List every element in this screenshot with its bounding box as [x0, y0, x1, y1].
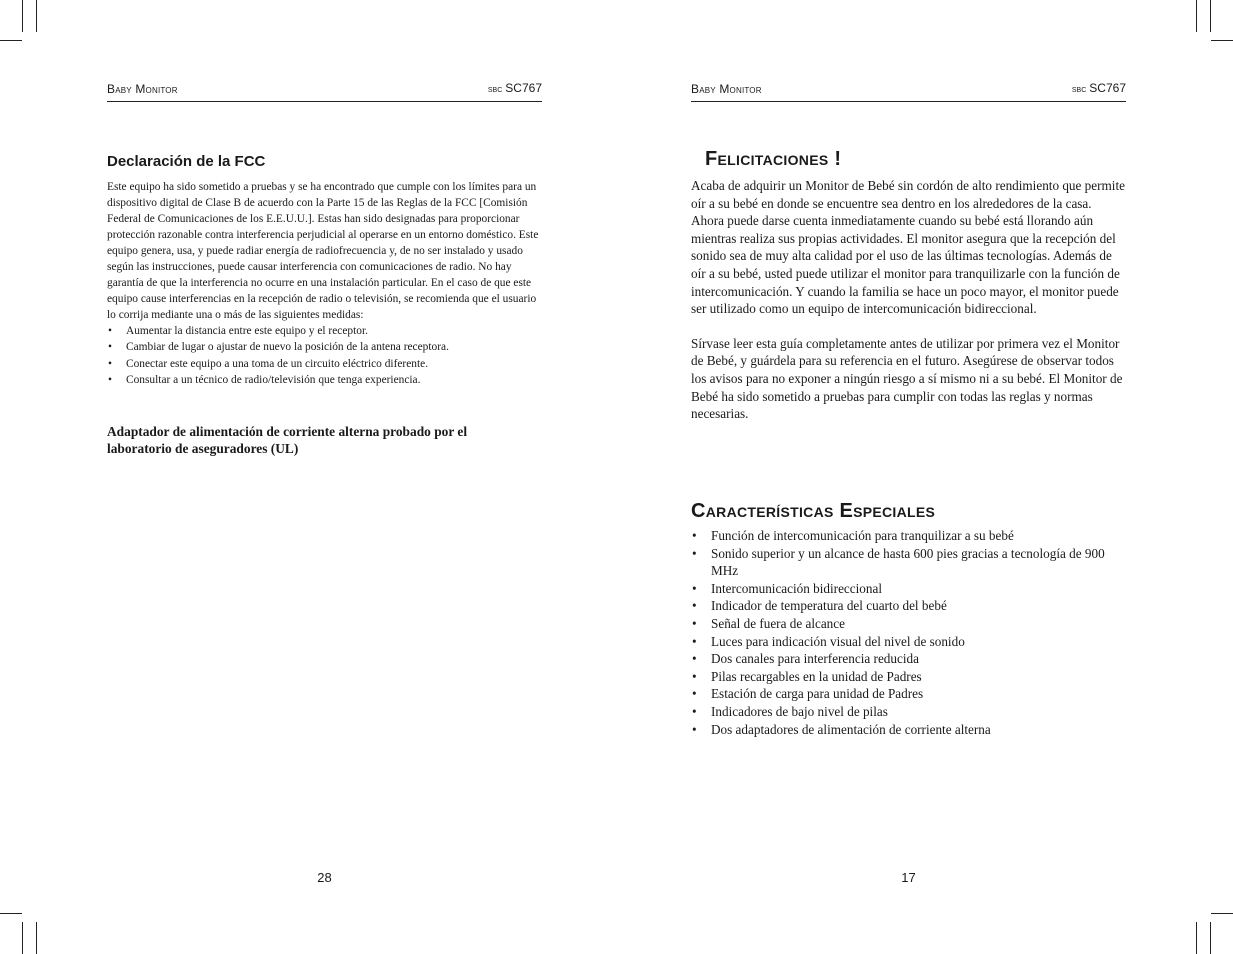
header-model: [488, 81, 542, 95]
header-model-number: SC767: [1089, 81, 1126, 95]
adapter-section: [107, 423, 542, 457]
features-section: [691, 500, 1126, 738]
list-item: • Indicador de temperatura del cuarto del bebé: [692, 598, 947, 614]
bullet-icon: •: [692, 580, 697, 596]
congrats-paragraph-1: Acaba de adquirir un Monitor de Bebé sin cordón de alto rendimiento que permite oír a su bebé en donde se encuentre sea dentro en los alrededores de la casa. Ahora puede darse cuenta inmediatamente cuando su bebé está llorando aún mientras realiza sus propias actividades. El monitor asegura que la recepción del sonido sea de muy alta calidad por el uso de las últimas tecnologías. Además de oír a su bebé, usted puede utilizar el monitor para tranquilizarle con la función de intercomunicación. Y cuando la familia se hace un poco mayor, el monitor puede ser utilizado como un equipo de intercomunicación bidireccional.: [691, 178, 1125, 317]
bullet-icon: •: [108, 325, 112, 337]
page-header: [107, 81, 542, 102]
header-title: Baby Monitor: [691, 82, 762, 96]
crop-mark: [1196, 922, 1197, 954]
crop-mark: [0, 913, 22, 914]
header-brand: sbc: [487, 84, 503, 95]
bullet-icon: •: [108, 357, 112, 370]
page-number: 28: [317, 870, 332, 885]
header-model-number: SC767: [505, 81, 542, 95]
adapter-heading: Adaptador de alimentación de corriente alterna probado por el laboratorio de aseguradores (UL): [107, 424, 468, 456]
bullet-icon: •: [692, 703, 697, 719]
crop-mark: [1196, 0, 1197, 32]
list-item: • Cambiar de lugar o ajustar de nuevo la posición de la antena receptora.: [107, 339, 542, 355]
features-heading: Características Especiales: [691, 500, 936, 522]
bullet-icon: •: [692, 651, 697, 667]
bullet-icon: •: [692, 721, 697, 737]
congrats-section: [691, 148, 1126, 423]
bullet-icon: •: [108, 341, 112, 354]
list-item: • Función de intercomunicación para tranquilizar a su bebé: [692, 528, 1014, 543]
crop-mark: [22, 922, 23, 954]
bullet-icon: •: [692, 686, 697, 702]
list-item: • Luces para indicación visual del nivel de sonido: [692, 633, 965, 649]
list-item: • Intercomunicación bidireccional: [692, 580, 882, 596]
crop-mark: [0, 40, 22, 41]
list-item: • Aumentar la distancia entre este equipo y el receptor.: [107, 323, 542, 339]
bullet-icon: •: [692, 598, 697, 614]
page-header: [691, 81, 1126, 102]
list-item: • Estación de carga para unidad de Padres: [692, 686, 924, 702]
crop-mark: [1211, 913, 1233, 914]
fcc-bullet-list: [107, 323, 542, 388]
bullet-icon: •: [692, 528, 697, 543]
bullet-icon: •: [692, 615, 697, 631]
crop-mark: [1210, 0, 1211, 32]
congrats-heading: Felicitaciones !: [705, 148, 842, 170]
crop-mark: [36, 922, 37, 954]
page-number: 17: [901, 870, 916, 885]
list-item: • Consultar a un técnico de radio/televisión que tenga experiencia.: [107, 372, 542, 388]
list-item: • Señal de fuera de alcance: [692, 615, 845, 631]
bullet-icon: •: [692, 633, 697, 649]
list-item: • Indicadores de bajo nivel de pilas: [692, 703, 888, 719]
crop-mark: [1211, 40, 1233, 41]
list-item: • Dos adaptadores de alimentación de corriente alterna: [692, 721, 991, 737]
fcc-heading: Declaración de la FCC: [107, 153, 266, 170]
right-page: [691, 0, 1126, 954]
fcc-paragraph: Este equipo ha sido sometido a pruebas y se ha encontrado que cumple con los límites para un dispositivo digital de Clase B de acuerdo con la Parte 15 de las Reglas de la FCC [Comisión Federal de Comunicaciones de los E.E.U.U.]. Estas han sido designadas para proporcionar protección razonable contra interferencia perjudicial al operarse en un entorno doméstico. Este equipo genera, usa, y puede radiar energía de radiofrecuencia y, de no ser instalado y usado según las instrucciones, puede causar interferencia con comunicaciones de radio. No hay garantía de que la interferencia no ocurre en una instalación particular. En el caso de que este equipo cause interferencias en la recepción de radio o televisión, se recomienda que el usuario lo corrija mediante una o más de las siguientes medidas:: [107, 181, 539, 321]
left-page: [107, 0, 542, 954]
header-brand: sbc: [1071, 84, 1087, 95]
bullet-icon: •: [692, 668, 697, 684]
features-list: [691, 527, 1126, 738]
crop-mark: [22, 0, 23, 32]
congrats-paragraph-2: Sírvase leer esta guía completamente antes de utilizar por primera vez el Monitor de Bebé, y guárdela para su referencia en el futuro. Asegúrese de observar todos los avisos para no exponer a ningún riesgo a sí mismo ni a su bebé. El Monitor de Bebé ha sido sometido a pruebas para cumplir con todas las reglas y normas necesarias.: [691, 335, 1123, 422]
list-item: • Dos canales para interferencia reducida: [692, 651, 919, 667]
crop-mark: [1210, 922, 1211, 954]
bullet-icon: •: [108, 373, 112, 386]
list-item: • Pilas recargables en la unidad de Padres: [692, 668, 922, 684]
fcc-section: [107, 153, 542, 388]
header-title: Baby Monitor: [107, 82, 178, 96]
list-item: • Conectar este equipo a una toma de un circuito eléctrico diferente.: [107, 356, 542, 372]
header-model: [1072, 81, 1126, 95]
list-item: • Sonido superior y un alcance de hasta 600 pies gracias a tecnología de 900 MHz: [692, 545, 1105, 579]
crop-mark: [36, 0, 37, 32]
bullet-icon: •: [692, 545, 697, 561]
